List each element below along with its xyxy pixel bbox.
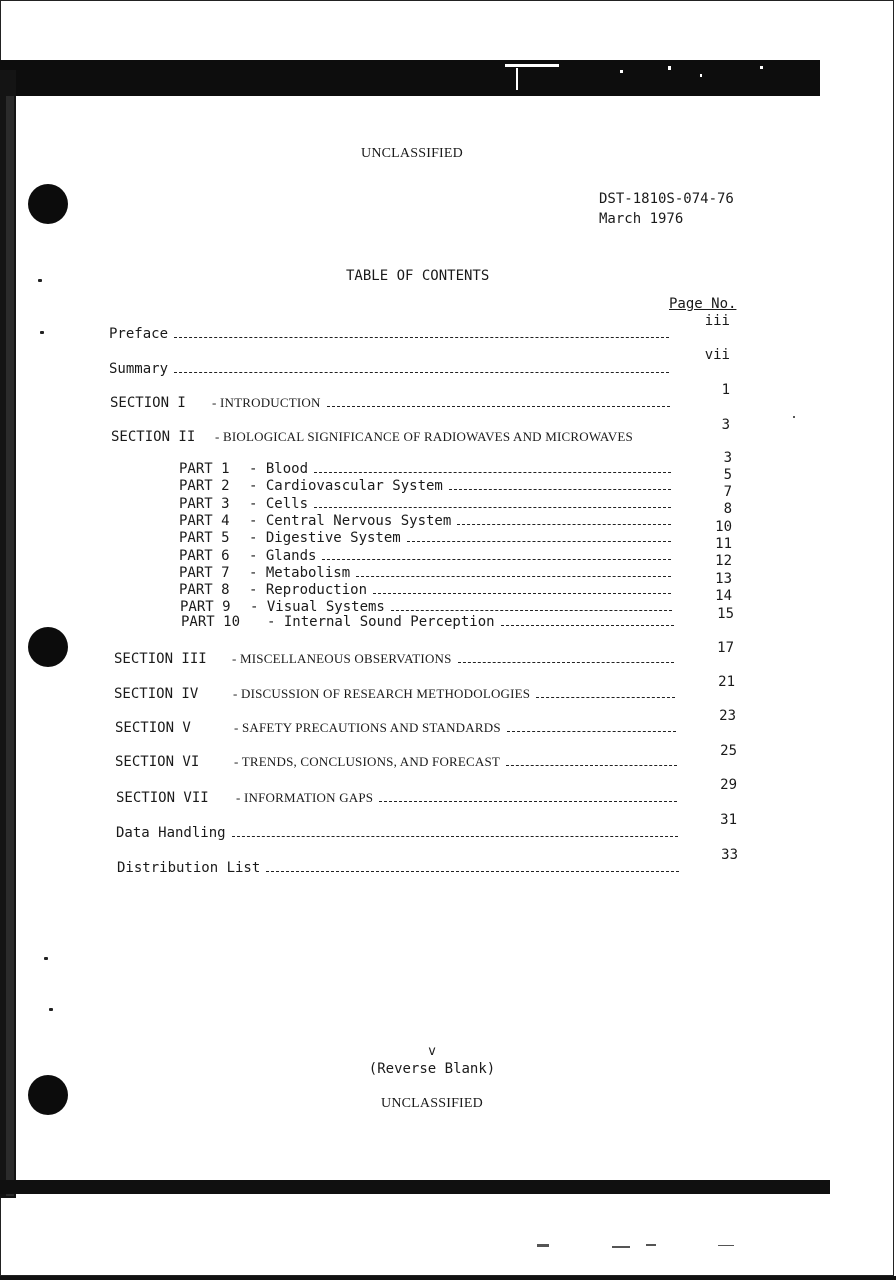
dot-leader [174,336,669,338]
toc-entry-part-4 [179,513,671,529]
toc-page-number: 5 [723,467,732,483]
toc-page-number: 17 [717,640,734,656]
dot-leader [536,696,675,698]
section-number: SECTION VII [116,790,209,806]
toc-entry-label: - SAFETY PRECAUTIONS AND STANDARDS [234,720,501,735]
dot-leader [174,371,669,373]
toc-title: TABLE OF CONTENTS [346,268,490,284]
scan-smudge [537,1244,549,1247]
toc-entry-label: Summary [109,361,169,377]
classification-top: UNCLASSIFIED [361,146,463,161]
classification-bottom: UNCLASSIFIED [381,1096,483,1111]
part-number: PART 7 [179,565,230,581]
toc-entry-label: - Digestive System [249,530,401,546]
toc-entry-data-handling [116,825,678,841]
punch-hole [28,627,68,667]
page-number-header: Page No. [669,296,737,312]
section-number: SECTION III [114,651,207,667]
dot-leader [232,835,678,837]
part-number: PART 10 [181,614,241,630]
toc-entry-label: - Internal Sound Perception [267,614,495,630]
dot-leader [379,800,677,802]
scan-dot [793,416,795,418]
bottom-edge [0,1276,896,1280]
toc-page-number: 14 [715,588,732,604]
toc-entry-part-6 [179,548,671,564]
toc-entry-label: - INTRODUCTION [212,395,321,410]
part-number: PART 2 [179,478,230,494]
toc-entry-part-1 [179,461,671,477]
toc-entry-summary [109,361,669,377]
scan-bottom-band [0,1180,830,1194]
toc-entry-label: - Cells [249,496,309,512]
dot-leader [314,471,671,473]
scan-smudge [646,1244,656,1246]
dot-leader [266,870,679,872]
toc-entry-label: - Blood [249,461,309,477]
toc-entry-preface [109,326,669,342]
toc-entry-label: - BIOLOGICAL SIGNIFICANCE OF RADIOWAVES AND MICROWAVES [215,429,633,444]
toc-entry-section-4 [114,686,675,702]
toc-entry-label: - Glands [249,548,317,564]
dot-leader [507,730,676,732]
toc-entry-part-3 [179,496,671,512]
section-number: SECTION IV [114,686,199,702]
toc-page-number: 21 [718,674,735,690]
document-number: DST-1810S-074-76 [599,191,734,207]
toc-page-number: 15 [717,606,734,622]
section-number: SECTION V [115,720,191,736]
scan-dot [49,1008,53,1011]
toc-entry-label: - Reproduction [249,582,368,598]
dot-leader [457,523,671,525]
scan-dot [38,279,42,282]
toc-page-number: 25 [720,743,737,759]
footer-note: (Reverse Blank) [368,1061,496,1077]
toc-entry-part-2 [179,478,671,494]
toc-entry-part-10 [181,614,674,630]
toc-page-number: 12 [715,553,732,569]
dot-leader [501,624,674,626]
scan-dot [44,957,48,960]
toc-entry-part-8 [179,582,671,598]
toc-entry-label: - MISCELLANEOUS OBSERVATIONS [232,651,452,666]
footer-page-number: v [428,1044,436,1059]
toc-entry-section-1 [110,395,670,411]
scan-top-band [0,60,820,96]
toc-entry-part-7 [179,565,671,581]
dot-leader [506,764,677,766]
dot-leader [458,661,674,663]
toc-page-number: 7 [723,484,732,500]
toc-page-number: 13 [715,571,732,587]
dot-leader [407,540,671,542]
scan-speck [668,66,671,70]
section-number: SECTION II [111,429,196,445]
part-number: PART 4 [179,513,230,529]
scan-speck [700,74,702,77]
dot-leader [373,592,671,594]
dot-leader [391,609,672,611]
toc-page-number: 31 [720,812,737,828]
dot-leader [449,488,671,490]
dot-leader [314,506,671,508]
punch-hole [28,184,68,224]
dot-leader [356,575,671,577]
section-number: SECTION VI [115,754,200,770]
part-number: PART 8 [179,582,230,598]
dot-leader [322,558,671,560]
toc-entry-label: - Central Nervous System [249,513,452,529]
toc-entry-section-6 [115,754,677,770]
scan-smudge [718,1245,734,1246]
part-number: PART 6 [179,548,230,564]
scan-speck [505,64,559,67]
toc-entry-label: Preface [109,326,169,342]
toc-page-number: 10 [715,519,732,535]
toc-page-number: 3 [721,417,730,433]
toc-page-number: 1 [721,382,730,398]
toc-entry-label: Distribution List [117,860,261,876]
part-number: PART 5 [179,530,230,546]
part-number: PART 9 [180,599,231,615]
toc-entry-label: - Visual Systems [250,599,385,615]
scan-speck [620,70,623,73]
scan-dot [40,331,44,334]
toc-entry-label: - Metabolism [249,565,351,581]
toc-entry-label: - INFORMATION GAPS [236,790,374,805]
toc-entry-label: Data Handling [116,825,226,841]
scan-speck [760,66,763,69]
scan-speck [516,68,518,90]
toc-entry-section-3 [114,651,674,667]
toc-entry-section-5 [115,720,676,736]
dot-leader [327,405,670,407]
toc-page-number: vii [704,347,730,363]
toc-page-number: iii [704,313,730,329]
part-number: PART 3 [179,496,230,512]
toc-entry-label: - TRENDS, CONCLUSIONS, AND FORECAST [234,754,501,769]
toc-entry-section-2 [111,429,673,445]
toc-page-number: 8 [723,501,732,517]
toc-page-number: 3 [723,450,732,466]
toc-entry-label: - DISCUSSION OF RESEARCH METHODOLOGIES [233,686,531,701]
part-number: PART 1 [179,461,230,477]
section-number: SECTION I [110,395,186,411]
toc-entry-part-9 [180,599,672,615]
toc-entry-distribution-list [117,860,679,876]
toc-page-number: 33 [721,847,738,863]
toc-page-number: 29 [720,777,737,793]
toc-entry-section-7 [116,790,677,806]
scan-smudge [612,1246,630,1248]
toc-page-number: 11 [715,536,732,552]
toc-entry-label: - Cardiovascular System [249,478,443,494]
scan-left-band-texture [6,96,14,1196]
toc-page-number: 23 [719,708,736,724]
toc-entry-part-5 [179,530,671,546]
document-date: March 1976 [599,211,684,227]
